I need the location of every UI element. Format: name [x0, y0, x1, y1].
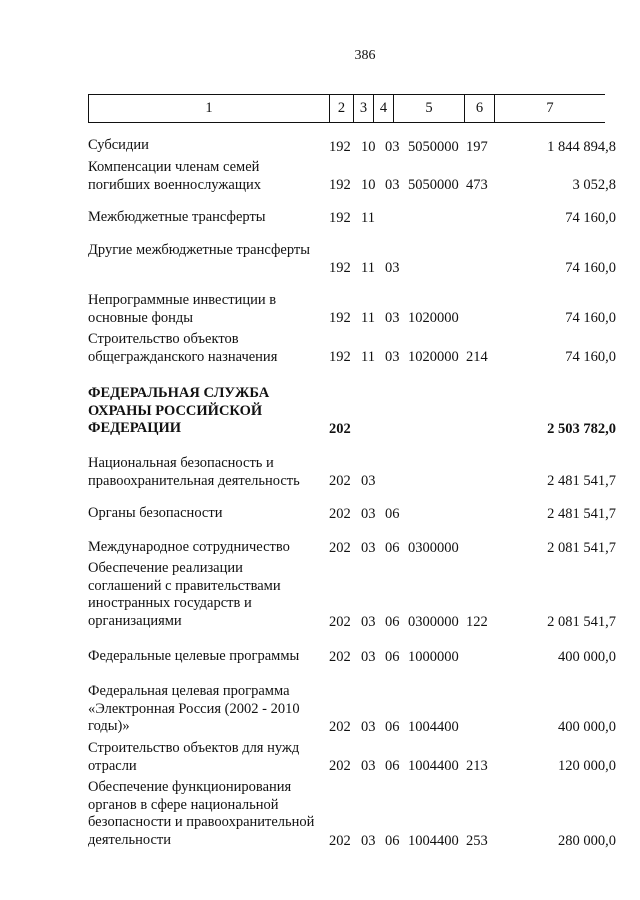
table-row [88, 227, 628, 277]
row-code-3: 03 [361, 613, 376, 630]
table-row [88, 631, 628, 666]
row-code-6: 122 [466, 613, 488, 630]
row-code-6: 197 [466, 138, 488, 155]
table-row [88, 277, 628, 327]
table-row [88, 666, 628, 736]
row-code-2: 202 [329, 832, 351, 849]
row-code-3: 03 [361, 832, 376, 849]
page-number: 386 [354, 48, 376, 63]
row-name: Межбюджетные трансферты [88, 209, 266, 225]
row-code-4: 03 [385, 138, 400, 155]
column-header-table [88, 94, 605, 123]
row-code-3: 11 [361, 209, 375, 226]
row-amount: 1 844 894,8 [547, 138, 616, 155]
row-amount: 400 000,0 [558, 648, 616, 665]
table-row [88, 490, 628, 523]
row-name: Международное сотрудничество [88, 539, 290, 555]
table-row [88, 132, 628, 156]
row-code-3: 10 [361, 138, 376, 155]
row-code-4: 06 [385, 757, 400, 774]
row-code-2: 202 [329, 539, 351, 556]
row-amount: 2 081 541,7 [547, 613, 616, 630]
table-row [88, 327, 628, 366]
column-header-row [89, 95, 606, 123]
row-code-2: 202 [329, 420, 351, 437]
column-header-7: 7 [495, 95, 606, 123]
table-row [88, 194, 628, 227]
row-code-6: 214 [466, 348, 488, 365]
row-name: Строительство объектов общегражданского назначения [88, 331, 278, 365]
column-header-6: 6 [465, 95, 495, 123]
row-code-4: 03 [385, 309, 400, 326]
row-name: Обеспечение реализации соглашений с правительствами иностранных государств и организациями [88, 560, 281, 629]
row-amount: 2 503 782,0 [547, 420, 616, 437]
row-code-5: 0300000 [408, 539, 459, 556]
row-name: Строительство объектов для нужд отрасли [88, 740, 300, 774]
table-row [88, 156, 628, 194]
row-amount: 280 000,0 [558, 832, 616, 849]
row-code-3: 10 [361, 176, 376, 193]
row-code-4: 03 [385, 176, 400, 193]
table-row [88, 557, 628, 631]
row-name: ФЕДЕРАЛЬНАЯ СЛУЖБА ОХРАНЫ РОССИЙСКОЙ ФЕДЕРАЦИИ [88, 385, 270, 436]
row-name: Непрограммные инвестиции в основные фонды [88, 292, 277, 326]
table-row-section-header [88, 366, 628, 438]
row-name: Органы безопасности [88, 505, 223, 521]
row-code-2: 202 [329, 472, 351, 489]
row-code-4: 03 [385, 259, 400, 276]
row-code-4: 06 [385, 539, 400, 556]
row-name: Федеральные целевые программы [88, 648, 300, 664]
row-code-2: 192 [329, 209, 351, 226]
row-code-5: 0300000 [408, 613, 459, 630]
row-code-4: 03 [385, 348, 400, 365]
row-code-2: 202 [329, 757, 351, 774]
row-amount: 2 481 541,7 [547, 472, 616, 489]
row-name: Обеспечение функционирования органов в сфере национальной безопасности и правоохранительной деятельности [88, 779, 315, 848]
column-header-3: 3 [354, 95, 374, 123]
column-header-2: 2 [330, 95, 354, 123]
row-code-5: 1004400 [408, 757, 459, 774]
row-code-3: 03 [361, 539, 376, 556]
row-code-6: 253 [466, 832, 488, 849]
row-code-2: 192 [329, 259, 351, 276]
row-code-6: 213 [466, 757, 488, 774]
table-row [88, 438, 628, 490]
row-name: Другие межбюджетные трансферты [88, 242, 310, 258]
row-code-3: 03 [361, 718, 376, 735]
row-amount: 74 160,0 [565, 348, 616, 365]
row-code-3: 03 [361, 472, 376, 489]
row-code-3: 03 [361, 648, 376, 665]
row-name: Компенсации членам семей погибших военнослужащих [88, 159, 261, 193]
row-code-5: 1004400 [408, 832, 459, 849]
row-name: Национальная безопасность и правоохранительная деятельность [88, 455, 300, 489]
row-code-5: 5050000 [408, 176, 459, 193]
row-code-4: 06 [385, 832, 400, 849]
row-amount: 74 160,0 [565, 309, 616, 326]
row-code-3: 03 [361, 757, 376, 774]
row-code-3: 11 [361, 309, 375, 326]
row-code-5: 1000000 [408, 648, 459, 665]
row-code-2: 202 [329, 505, 351, 522]
row-code-2: 202 [329, 648, 351, 665]
row-code-5: 1020000 [408, 348, 459, 365]
row-code-5: 1020000 [408, 309, 459, 326]
row-amount: 74 160,0 [565, 259, 616, 276]
row-code-6: 473 [466, 176, 488, 193]
row-code-2: 192 [329, 348, 351, 365]
row-code-4: 06 [385, 613, 400, 630]
row-code-2: 202 [329, 718, 351, 735]
row-code-5: 5050000 [408, 138, 459, 155]
row-code-2: 202 [329, 613, 351, 630]
row-amount: 120 000,0 [558, 757, 616, 774]
row-code-4: 06 [385, 505, 400, 522]
row-amount: 400 000,0 [558, 718, 616, 735]
row-code-4: 06 [385, 718, 400, 735]
row-amount: 74 160,0 [565, 209, 616, 226]
column-header-5: 5 [394, 95, 465, 123]
column-header-1: 1 [89, 95, 330, 123]
row-code-2: 192 [329, 309, 351, 326]
row-amount: 2 481 541,7 [547, 505, 616, 522]
budget-rows [88, 132, 628, 850]
row-name: Субсидии [88, 137, 149, 153]
row-code-2: 192 [329, 176, 351, 193]
row-name: Федеральная целевая программа «Электронная Россия (2002 - 2010 годы)» [88, 683, 300, 734]
row-code-3: 03 [361, 505, 376, 522]
row-amount: 2 081 541,7 [547, 539, 616, 556]
table-row [88, 523, 628, 557]
column-header-4: 4 [374, 95, 394, 123]
row-code-2: 192 [329, 138, 351, 155]
table-row [88, 775, 628, 850]
row-code-4: 06 [385, 648, 400, 665]
row-code-3: 11 [361, 259, 375, 276]
row-code-5: 1004400 [408, 718, 459, 735]
table-row [88, 736, 628, 775]
row-amount: 3 052,8 [572, 176, 616, 193]
row-code-3: 11 [361, 348, 375, 365]
